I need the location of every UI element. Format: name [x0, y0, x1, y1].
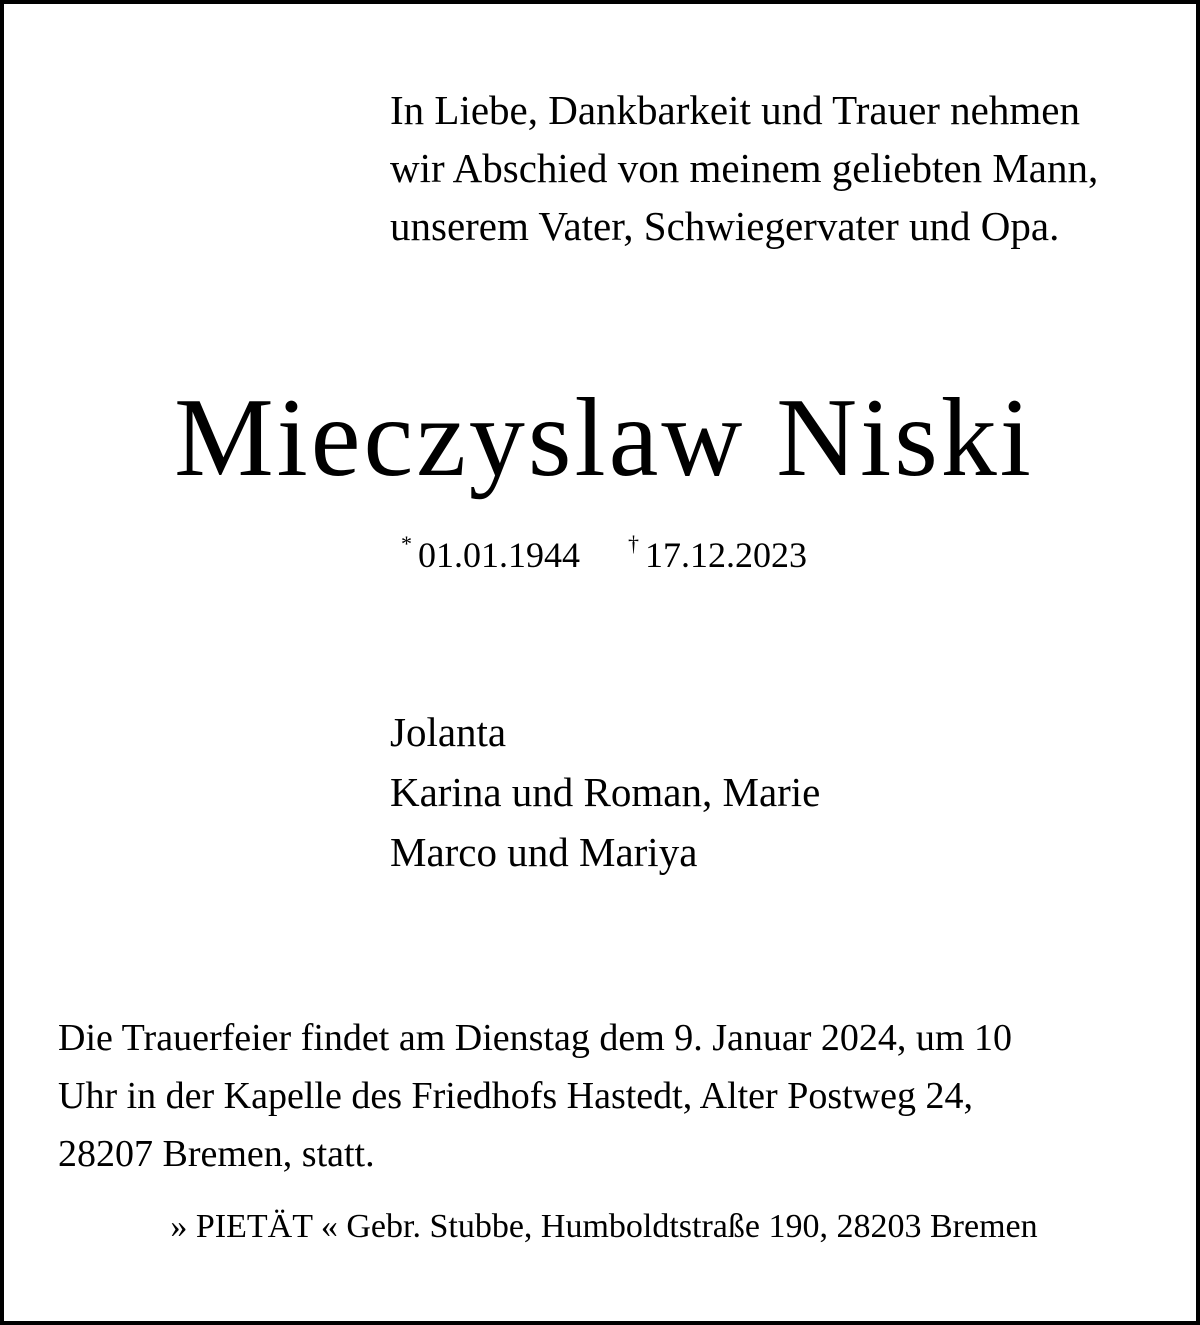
ceremony-line: Die Trauerfeier findet am Dienstag dem 9. Januar 2024, um 10 [58, 1017, 1012, 1059]
intro-line: unserem Vater, Schwiegervater und Opa. [390, 203, 1060, 249]
life-dates [4, 514, 1200, 585]
deceased-name: Mieczyslaw Niski [174, 376, 1034, 500]
intro-text [390, 81, 1180, 255]
ceremony-line: Uhr in der Kapelle des Friedhofs Hastedt, Alter Postweg 24, [58, 1075, 973, 1117]
intro-line: wir Abschied von meinem geliebten Mann, [390, 145, 1099, 191]
family-member: Karina und Roman, Marie [390, 769, 821, 815]
intro-line: In Liebe, Dankbarkeit und Trauer nehmen [390, 87, 1080, 133]
family-member: Marco und Mariya [390, 829, 698, 875]
family-list [390, 702, 820, 882]
death-date: 17.12.2023 [645, 535, 807, 575]
ceremony-info [58, 1009, 1158, 1183]
death-cross-icon: † [628, 531, 639, 556]
birth-date: 01.01.1944 [418, 535, 580, 575]
funeral-home-address: » PIETÄT « Gebr. Stubbe, Humboldtstraße 190, 28203 Bremen [170, 1208, 1038, 1245]
birth-star-icon: * [401, 531, 412, 556]
family-member: Jolanta [390, 709, 507, 755]
ceremony-line: 28207 Bremen, statt. [58, 1133, 375, 1175]
